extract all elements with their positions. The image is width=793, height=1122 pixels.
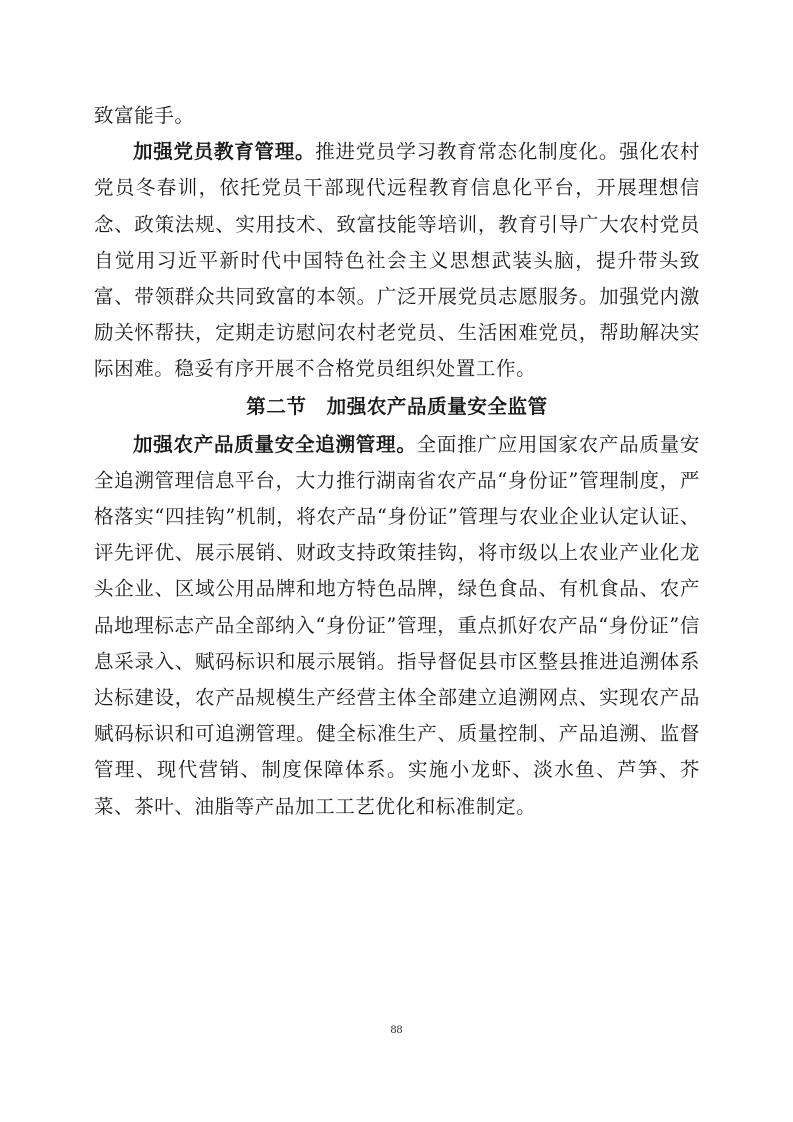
paragraph-lead: 加强党员教育管理。	[133, 140, 316, 164]
paragraph-text: 致富能手。	[94, 104, 195, 127]
document-page	[94, 98, 700, 825]
paragraph-text: 全面推广应用国家农产品质量安全追溯管理信息平台，大力推行湖南省农产品“身份证”管理制度，严格落实“四挂钩”机制，将农产品“身份证”管理与农业企业认定认证、评先评优、展示展销、财政支持政策挂钩，将市级以上农业产业化龙头企业、区域公用品牌和地方特色品牌，绿色食品、有机食品、农产品地理标志产品全部纳入“身份证”管理，重点抓好农产品“身份证”信息采录入、赋码标识和展示展销。指导督促县市区整县推进追溯体系达标建设，农产品规模生产经营主体全部建立追溯网点、实现农产品赋码标识和可追溯管理。健全标准生产、质量控制、产品追溯、监督管理、现代营销、制度保障体系。实施小龙虾、淡水鱼、芦笋、芥菜、茶叶、油脂等产品加工工艺优化和标准制定。	[94, 432, 700, 818]
section-heading: 第二节 加强农产品质量安全监管	[246, 394, 548, 418]
paragraph-lead: 加强农产品质量安全追溯管理。	[133, 432, 417, 456]
paragraph-party-member-education	[94, 134, 700, 387]
paragraph-continuation	[94, 98, 700, 134]
page-number: 88	[390, 1022, 403, 1036]
paragraph-text: 推进党员学习教育常态化制度化。强化农村党员冬春训，依托党员干部现代远程教育信息化平台，开展理想信念、政策法规、实用技术、致富技能等培训，教育引导广大农村党员自觉用习近平新时代中国特色社会主义思想武装头脑，提升带头致富、带领群众共同致富的本领。广泛开展党员志愿服务。加强党内激励关怀帮扶，定期走访慰问农村老党员、生活困难党员，帮助解决实际困难。稳妥有序开展不合格党员组织处置工作。	[94, 140, 700, 381]
paragraph-traceability	[94, 427, 700, 825]
